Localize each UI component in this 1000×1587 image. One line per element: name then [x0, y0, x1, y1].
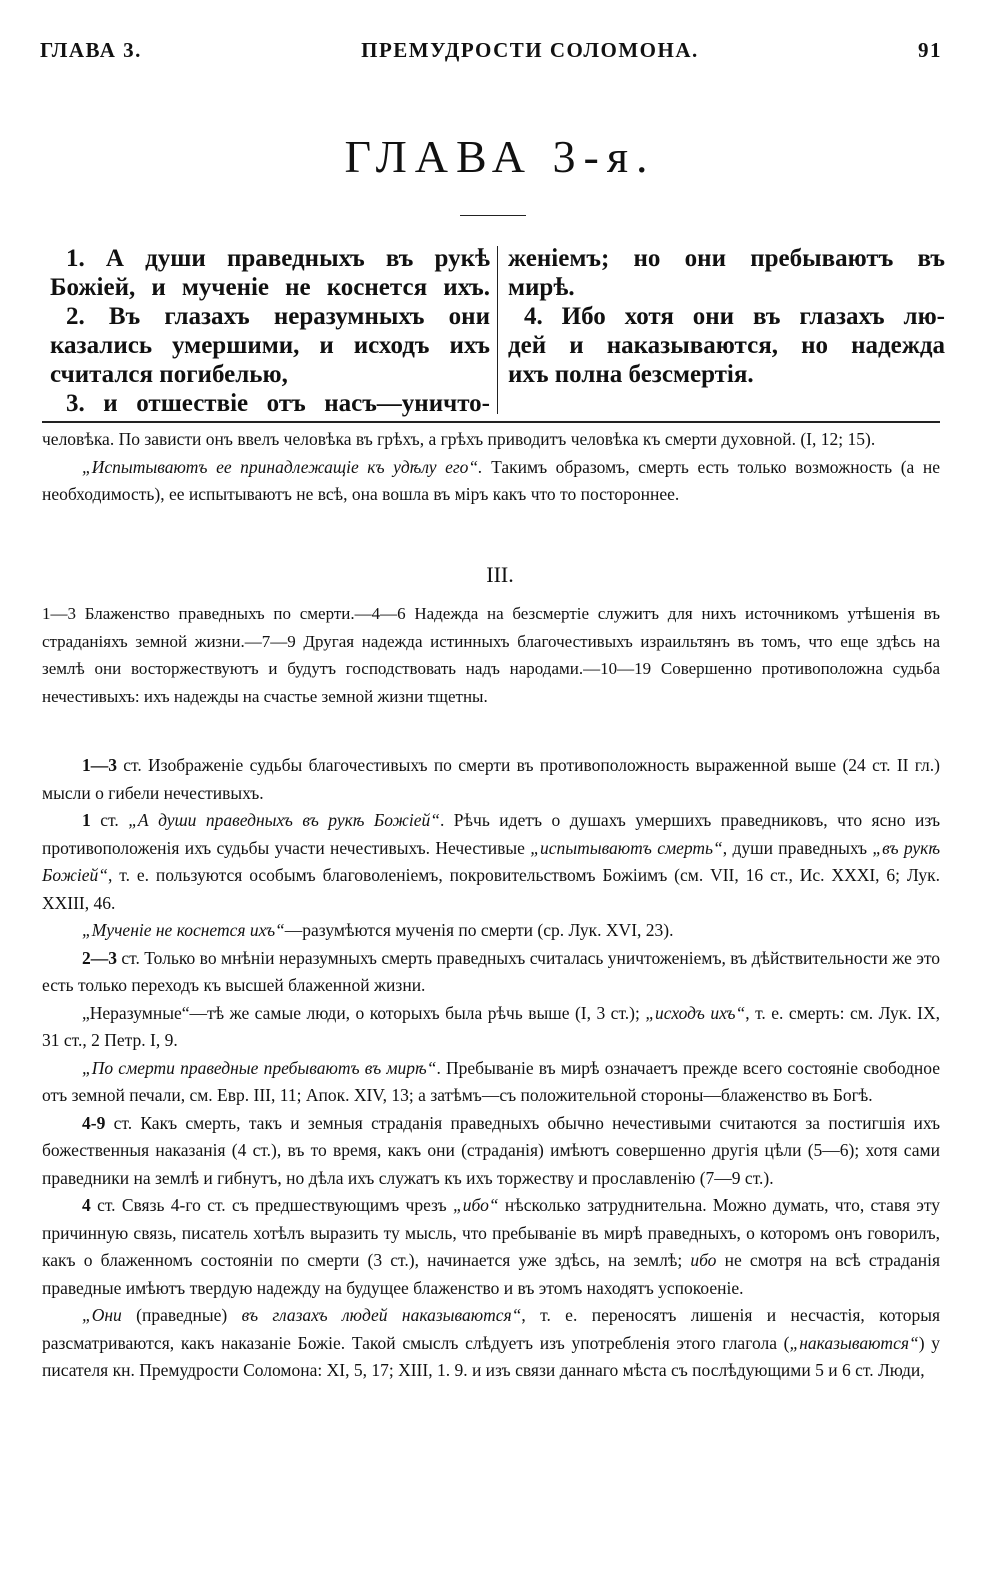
quote: „исходъ ихъ“: [645, 1002, 746, 1023]
quote: ибо: [690, 1250, 717, 1270]
paragraph-text: . Рѣчь идетъ о душахъ умершихъ праведниковъ, что ясно изъ противоположенія ихъ судьбы участи нечестивыхъ. Нечестивые: [42, 810, 940, 858]
paragraph-text: ст. Только во мнѣніи неразумныхъ смерть праведныхъ считалась уничтоженіемъ, въ дѣйствительности же это есть только переходъ къ высшей блаженной жизни.: [42, 947, 940, 995]
title-divider: [460, 215, 526, 216]
quote: „наказываются“: [789, 1332, 919, 1353]
verse-line: дей и наказываются, но надежда: [508, 332, 945, 359]
summary-paragraph: 1—3 Блаженство праведныхъ по смерти.—4—6 Надежда на безсмертіе служитъ для нихъ источникомъ утѣшенія въ страданіяхъ земной жизни.—7—9 Другая надежда истинныхъ благочестивыхъ израильтянъ въ томъ, что еще здѣсь на землѣ они восторжествуютъ и будутъ господствовать надъ народами.—10—19 Совершенно противоположна судьба нечестивыхъ: ихъ надежды на счастье земной жизни тщетны.: [42, 604, 940, 706]
commentary-paragraph: [42, 752, 940, 807]
quote: „Испытываютъ ее принадлежащіе къ удѣлу его“.: [82, 456, 483, 477]
verse-reference: 2—3: [82, 947, 117, 968]
commentary-paragraph: [42, 454, 940, 509]
paragraph-text: ст. Изображеніе судьбы благочестивыхъ по смерти въ противоположность выраженной выше (24 ст. II гл.) мысли о гибели нечестивыхъ.: [42, 755, 940, 803]
verse-reference: 1: [82, 810, 91, 830]
commentary-continued: [42, 426, 940, 509]
verse-line: 2. Въ глазахъ неразумныхъ они: [66, 303, 490, 330]
commentary-paragraph: [42, 1110, 940, 1193]
commentary-paragraph: [42, 917, 940, 945]
paragraph-text: , т. е. пользуются особымъ благоволеніемъ, покровительствомъ Божіимъ (см. VII, 16 ст., Ис. XXXI, 6; Лук. XXIII, 46.: [42, 865, 940, 913]
paragraph-text: нѣсколько затруднительна. Можно думать, что, ставя эту причинную связь, писатель хотѣлъ выразить ту мысль, что пребываніе въ мирѣ праведныхъ, о которомъ онъ говорилъ, какъ о блаженномъ состояніи по смерти (3 ст.), начинается уже здѣсь, на землѣ;: [42, 1195, 940, 1270]
verse-reference: 4: [82, 1195, 91, 1215]
column-divider: [497, 246, 498, 414]
verse-column-right: [508, 244, 945, 389]
commentary-paragraph: [42, 945, 940, 1000]
paragraph-text: , т. е. переносятъ лишенія и несчастія, которыя разсматриваются, какъ наказаніе Божіе. Такой смыслъ слѣдуетъ изъ употребленія этого глагола (: [42, 1305, 940, 1353]
page-number: 91: [917, 38, 942, 62]
verse-column-left: [50, 244, 490, 418]
commentary-paragraph: [42, 1000, 940, 1055]
quote: „испытываютъ смерть“: [530, 837, 723, 858]
commentary: [42, 752, 940, 1385]
paragraph-text: ст. Связь 4-го ст. съ предшествующимъ чрезъ: [90, 1195, 454, 1215]
commentary-paragraph: [42, 1055, 940, 1110]
paragraph-text: (праведные): [121, 1305, 242, 1325]
paragraph-text: —разумѣются мученія по смерти (ср. Лук. XVI, 23).: [284, 920, 674, 940]
paragraph-text: , т. е. смерть: см. Лук. IX, 31 ст., 2 Петр. I, 9.: [42, 1002, 940, 1050]
verse-line: мирѣ.: [508, 274, 575, 301]
chapter-title: ГЛАВА 3-я.: [344, 131, 656, 182]
paragraph-text: Такимъ образомъ, смерть есть только возможность (а не необходимость), ее испытываютъ не всѣ, она вошла въ міръ какъ что то постороннее.: [42, 456, 940, 504]
verse-line: 1. А души праведныхъ въ рукѣ: [66, 245, 490, 272]
verse-line: казались умершими, и исходъ ихъ: [50, 332, 490, 359]
running-head-book-title: ПРЕМУДРОСТИ СОЛОМОНА.: [361, 38, 699, 62]
quote: „Мученіе не коснется ихъ“: [82, 920, 285, 940]
verse-reference: 4-9: [82, 1112, 106, 1133]
paragraph-text: ) у писателя кн. Премудрости Соломона: XI, 5, 17; XIII, 1. 9. и изъ связи даннаго мѣста съ послѣдующими 5 и 6 ст. Люди,: [42, 1332, 941, 1380]
paragraph-text: „Неразумные“—тѣ же самые люди, о которыхъ была рѣчь выше (I, 3 ст.);: [82, 1002, 646, 1023]
commentary-paragraph: [42, 1302, 940, 1385]
verse-line: 3. и отшествіе отъ насъ—уничто-: [66, 390, 490, 417]
chapter-summary: [42, 600, 940, 710]
commentary-paragraph: человѣка. По зависти онъ ввелъ человѣка въ грѣхъ, а грѣхъ приводитъ человѣка къ смерти духовной. (I, 12; 15).: [42, 429, 876, 449]
quote: „По смерти праведные пребываютъ въ мирѣ“: [82, 1057, 437, 1078]
paragraph-text: , души праведныхъ: [722, 837, 873, 858]
paragraph-text: ст. Какъ смерть, такъ и земныя страданія праведныхъ обычно нечестивыми считаются за постигшія ихъ божественныя наказанія (4 ст.), въ то время, какъ они (страданія) имѣютъ совершенно другія цѣли (5—6); хотя сами праведники на землѣ и гибнутъ, но дѣла ихъ служатъ къ ихъ торжеству и прославленію (7—9 ст.).: [42, 1112, 940, 1188]
quote: „А души праведныхъ въ рукѣ Божіей“: [128, 810, 440, 830]
verse-line: женіемъ; но они пребываютъ въ: [508, 245, 945, 272]
verse-reference: 1—3: [82, 755, 117, 775]
paragraph-text: не смотря на всѣ страданія праведные имѣютъ твердую надежду на будущее блаженство и въ этомъ находятъ успокоеніе.: [42, 1250, 941, 1298]
text-commentary-divider: [42, 421, 940, 423]
verse-line: Божіей, и мученіе не коснется ихъ.: [50, 274, 490, 301]
verse-line: 4. Ибо хотя они въ глазахъ лю-: [524, 303, 945, 330]
running-head-chapter: ГЛАВА 3.: [40, 38, 142, 62]
verse-line: ихъ полна безсмертія.: [508, 361, 754, 388]
quote: „Они: [82, 1305, 122, 1325]
commentary-paragraph: [42, 1192, 940, 1302]
running-head: [40, 38, 942, 63]
section-numeral: III.: [486, 562, 514, 587]
quote: въ глазахъ людей наказываются“: [241, 1305, 522, 1325]
verse-line: считался погибелью,: [50, 361, 288, 388]
quote: „ибо“: [453, 1195, 499, 1215]
quote: „въ рукѣ Божіей“: [42, 837, 940, 885]
commentary-paragraph: [42, 807, 940, 917]
paragraph-text: . Пребываніе въ мирѣ означаетъ прежде всего состояніе свободное отъ земной печали, см. Евр. III, 11; Апок. XIV, 13; а затѣмъ—съ положительной стороны—блаженство въ Богѣ.: [42, 1057, 941, 1105]
paragraph-text: ст.: [90, 810, 129, 830]
